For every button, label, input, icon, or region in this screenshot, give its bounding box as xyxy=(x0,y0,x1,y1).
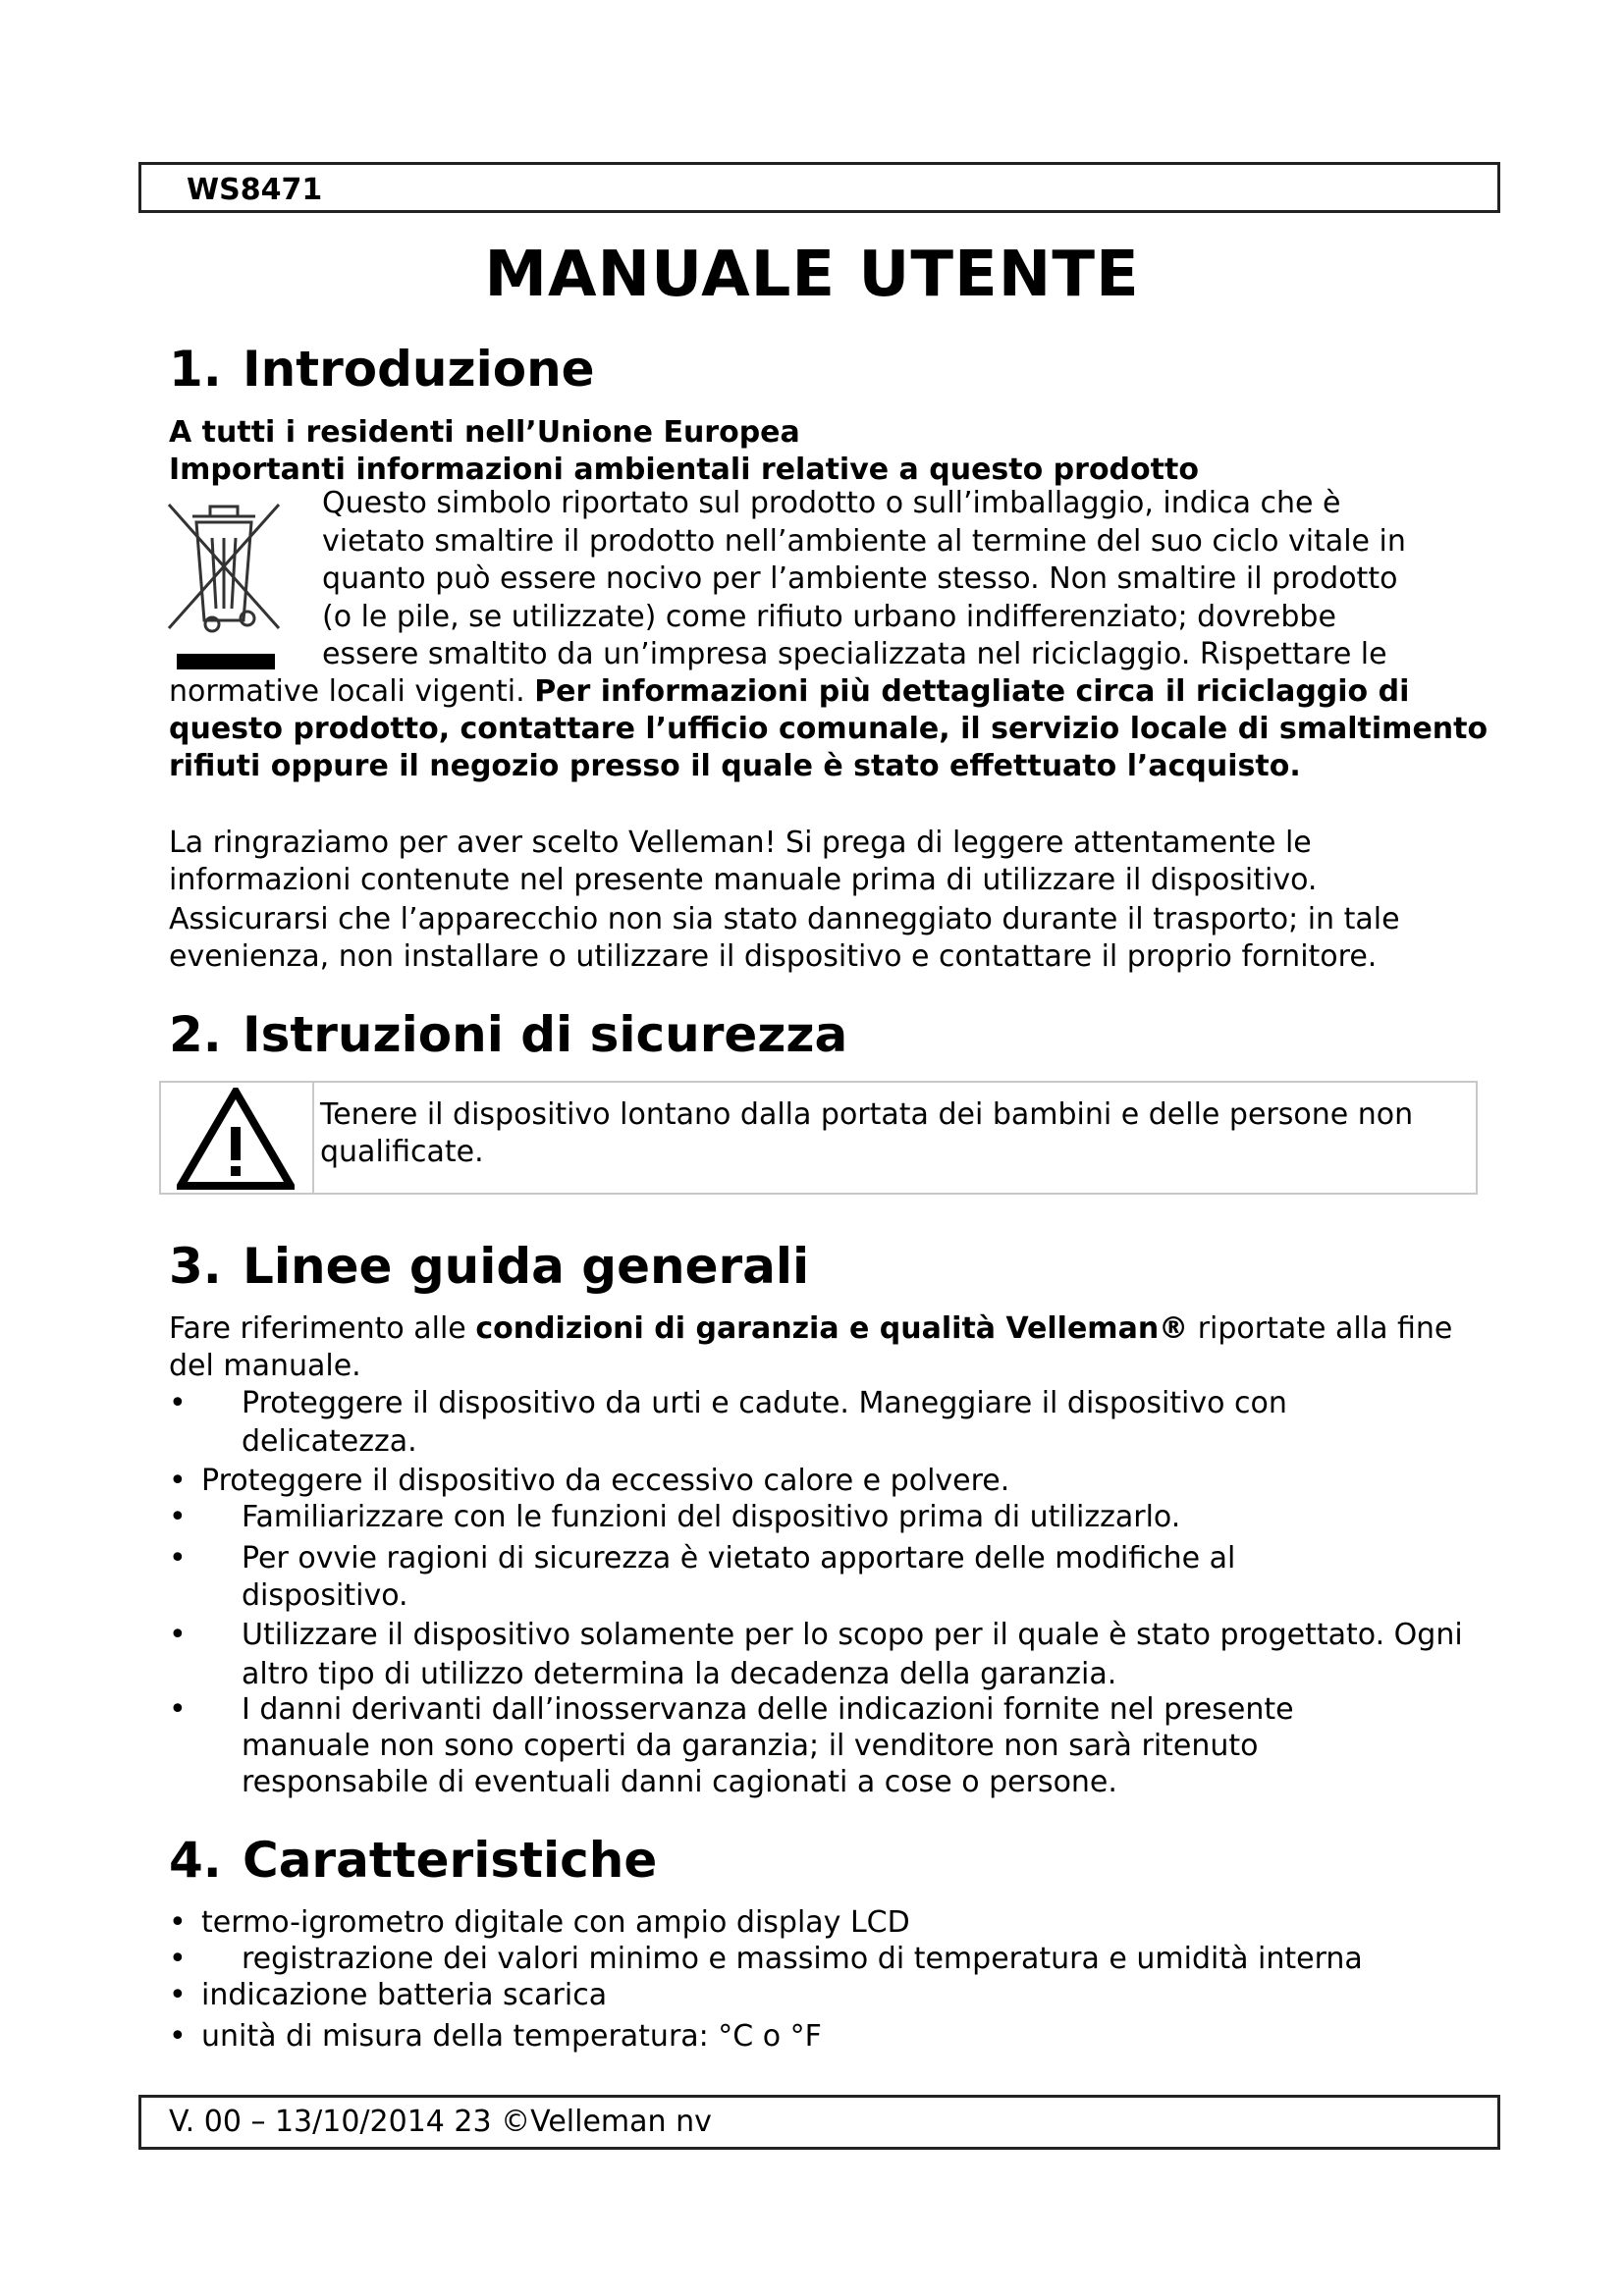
weee-line: (o le pile, se utilizzate) come rifiuto urbano indifferenziato; dovrebbe xyxy=(322,599,1336,634)
list-item xyxy=(169,1941,1489,1978)
list-item-text: registrazione dei valori minimo e massimo di temperatura e umidità interna xyxy=(242,1942,1363,1976)
section-heading-introduction xyxy=(169,340,595,399)
list-item-text: I danni derivanti dall’inosservanza delle indicazioni fornite nel presente manuale non sono coperti da garanzia; il venditore non sarà ritenuto responsabile di eventuali danni cagionati a cose o persone. xyxy=(242,1692,1294,1799)
guidelines-intro xyxy=(169,1310,1465,1385)
model-code: WS8471 xyxy=(187,173,323,207)
list-item xyxy=(169,1540,1331,1615)
warning-triangle-icon xyxy=(177,1088,295,1190)
guidelines-intro-text: riportate alla fine del manuale. xyxy=(169,1311,1453,1383)
list-item-text: Familiarizzare con le funzioni del dispositivo prima di utilizzarlo. xyxy=(242,1500,1181,1534)
safety-divider xyxy=(312,1083,314,1193)
transport-check-paragraph: Assicurarsi che l’apparecchio non sia stato danneggiato durante il trasporto; in tale evenienza, non installare o utilizzare il dispositivo e contattare il proprio fornitore. xyxy=(169,902,1400,974)
list-item-text: termo-igrometro digitale con ampio display LCD xyxy=(201,1905,910,1940)
list-item-text: Proteggere il dispositivo da eccessivo calore e polvere. xyxy=(201,1464,1010,1498)
list-item xyxy=(169,1499,1459,1536)
weee-recycling-info xyxy=(169,673,1489,785)
section-number: 4. xyxy=(169,1832,222,1889)
list-item-text: Proteggere il dispositivo da urti e cadute. Maneggiare il dispositivo con delicatezza. xyxy=(242,1386,1287,1459)
weee-line: quanto può essere nocivo per l’ambiente stesso. Non smaltire il prodotto xyxy=(322,561,1398,596)
bullet-dot: • xyxy=(169,1386,187,1420)
list-item xyxy=(169,1616,1469,1694)
bullet-dot: • xyxy=(169,1618,187,1652)
warranty-reference: condizioni di garanzia e qualità Velleman® xyxy=(475,1311,1189,1346)
list-item xyxy=(169,1463,1458,1500)
bullet-dot: • xyxy=(169,2019,187,2054)
header-box xyxy=(138,162,1500,213)
section-number: 1. xyxy=(169,341,222,398)
safety-warning-text: Tenere il dispositivo lontano dalla portata dei bambini e delle persone non qualificate. xyxy=(320,1097,1414,1169)
bullet-dot: • xyxy=(169,1464,187,1498)
section-heading-safety xyxy=(169,1005,847,1064)
section-number: 2. xyxy=(169,1006,222,1063)
list-item-text: Utilizzare il dispositivo solamente per lo scopo per il quale è stato progettato. Ogni altro tipo di utilizzo determina la decadenza della garanzia. xyxy=(242,1618,1463,1691)
list-item-text: Per ovvie ragioni di sicurezza è vietato apportare delle modifiche al dispositivo. xyxy=(242,1541,1236,1613)
weee-line: Questo simbolo riportato sul prodotto o sull’imballaggio, indica che è xyxy=(322,486,1341,520)
section-title: Caratteristiche xyxy=(243,1832,658,1889)
thanks-paragraph: La ringraziamo per aver scelto Velleman! Si prega di leggere attentamente le informazioni contenute nel presente manuale prima di utilizzare il dispositivo. xyxy=(169,826,1318,897)
section-heading-guidelines xyxy=(169,1237,809,1296)
bullet-dot: • xyxy=(169,1541,187,1575)
eu-residents-subheading: A tutti i residenti nell’Unione Europea xyxy=(169,415,800,450)
bullet-dot: • xyxy=(169,1692,187,1727)
page-title: MANUALE UTENTE xyxy=(484,239,1140,311)
weee-recycling-bold: Per informazioni più dettagliate circa il riciclaggio di questo prodotto, contattare l’ufficio comunale, il servizio locale di smaltimento rifiuti oppure il negozio presso il quale è stato effettuato l’acquisto. xyxy=(169,674,1489,783)
section-title: Istruzioni di sicurezza xyxy=(243,1006,848,1063)
list-item xyxy=(169,1977,1478,2014)
list-item-text: indicazione batteria scarica xyxy=(201,1978,608,2012)
footer-version: V. 00 – 13/10/2014 23 ©Velleman nv xyxy=(169,2105,712,2139)
section-number: 3. xyxy=(169,1238,222,1295)
bullet-dot: • xyxy=(169,1942,187,1976)
section-title: Introduzione xyxy=(243,341,595,398)
list-item xyxy=(169,2018,1478,2056)
list-item xyxy=(169,1904,1478,1942)
list-item xyxy=(169,1691,1380,1800)
weee-line: vietato smaltire il prodotto nell’ambiente al termine del suo ciclo vitale in xyxy=(322,523,1406,559)
weee-bin-icon xyxy=(165,499,283,675)
guidelines-intro-text: Fare riferimento alle xyxy=(169,1311,476,1346)
section-title: Linee guida generali xyxy=(243,1238,810,1295)
section-heading-features xyxy=(169,1831,657,1890)
bullet-dot: • xyxy=(169,1978,187,2012)
bullet-dot: • xyxy=(169,1905,187,1940)
list-item-text: unità di misura della temperatura: °C o °F xyxy=(201,2019,822,2054)
weee-description xyxy=(322,485,1486,674)
environmental-info-subheading: Importanti informazioni ambientali relative a questo prodotto xyxy=(169,453,1199,487)
list-item xyxy=(169,1384,1459,1461)
bullet-dot: • xyxy=(169,1500,187,1534)
weee-cont-text: normative locali vigenti. xyxy=(169,674,535,709)
weee-line: essere smaltito da un’impresa specializzata nel riciclaggio. Rispettare le xyxy=(322,637,1387,671)
